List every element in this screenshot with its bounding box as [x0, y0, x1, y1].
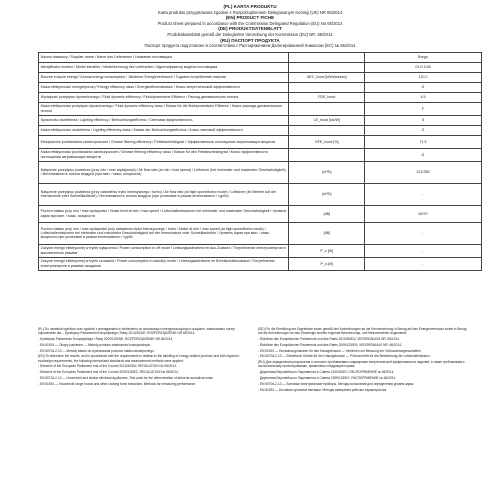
row-value: 71.5 — [365, 135, 481, 148]
row-symbol — [289, 148, 365, 161]
table-row — [39, 161, 482, 183]
row-symbol — [289, 82, 365, 92]
row-symbol: GFE_hood [%] — [289, 135, 365, 148]
note-paragraph: - Directive of the European Parliament and of the Council 2010/30/EU; REGULATION No 65/2014. — [38, 364, 177, 369]
table-row — [39, 183, 482, 205]
row-value: 221/355 — [365, 161, 481, 183]
row-description: Roczne zużycie energii / Annual energy consumption / Jährlicher Energieverbrauch / Годовое потребление энергии — [39, 72, 289, 82]
row-value: D — [365, 148, 481, 161]
row-description: Klasa efektywności pochłaniania zanieczyszczeń / Grease filtering efficiency class / Klasse für den Fettabscheidegrad / Класс эффективности поглощения загрязняющих веществ — [39, 148, 289, 161]
row-description: Efektywność pochłaniania zanieczyszczeń / Grease filtering efficiency / Fettabscheidegrad / Эффективность поглощения загрязняющих веществ — [39, 135, 289, 148]
row-value: - — [365, 257, 481, 270]
note-paragraph: - EN 61591 — Бытовые кухонные вытяжки. Методы измерения рабочих характеристик. — [258, 387, 387, 392]
row-description: Sprawność oświetlenia / Lighting efficiency / Beleuchtungseffizienz / Световая эффективность — [39, 115, 289, 125]
row-value: 4.5 — [365, 92, 481, 102]
row-value: 5 — [365, 115, 481, 125]
row-value: - — [365, 244, 481, 257]
row-description: Wydajność przepływu dynamicznego / Fluid dynamic efficiency / Fluiddynamische Effizienz / Расход динамического потока — [39, 92, 289, 102]
table-row — [39, 82, 482, 92]
row-value: 62/70 — [365, 205, 481, 222]
table-row — [39, 222, 482, 244]
row-value: 120.2 — [365, 72, 481, 82]
header-subtitle: Product sheet prepared in accordance with the Commission Delegated Regulation (EU) No 65/2014 — [157, 20, 343, 26]
row-symbol: [dB] — [289, 222, 365, 244]
row-value: Brego — [365, 52, 481, 62]
note-paragraph: (PL) Do ustalenia wyników oraz zgodnie z wymaganiami w odniesieniu do stosowanych energooszczędnych urządzeń, zastosowano normy odpowiednie dla: - Dyrektywy Parlamentu Europejskiego i Rady 2010/30/UE; ROZPORZĄDZENIE NR 65/2014. — [38, 327, 235, 336]
notes-left-column — [38, 327, 248, 393]
note-paragraph: - EN 60704-2-13 — Household and similar electrical appliances. Test code for the determination of airborne acoustical noise. — [38, 375, 214, 380]
note-paragraph: - Richtlinie des Europäischen Parlaments und des Rates 2010/30/EU; VERORDNUNG NR. 65/2014. — [258, 337, 400, 341]
header-subtitle: Produktdatenblatt gemäß der Delegierten Verordnung der Kommission (EU) NR. 65/2014 — [167, 31, 333, 37]
row-symbol: P_o [W] — [289, 244, 365, 257]
row-value: - — [365, 183, 481, 205]
note-paragraph: - Directive of the European Parliament and of the Council 2009/125/EC; REGULATION No 66/2014. — [38, 370, 179, 375]
fiche-header — [38, 4, 462, 49]
header-title: (EN) PRODUCT FICHE — [225, 15, 275, 21]
row-value: D — [365, 82, 481, 92]
row-symbol: FDE_hood — [289, 92, 365, 102]
row-description: Identyfikator modelu / Model identifier / Modellkennung des Lieferanten / Идентификатор модели поставщика — [39, 62, 289, 72]
row-symbol: [m³/h] — [289, 161, 365, 183]
note-paragraph: - EN 61591 — Dunstabzugshauben für den Hausgebrauch — Verfahren zur Messung der Gebrauchseigenschaften. — [258, 348, 422, 353]
row-value: G — [365, 125, 481, 135]
row-description: Zużycie energii elektrycznej w trybie wyłączenia / Power consumption in off mode / Leistungsaufnahme im Aus-Zustand / Потребление электроэнергии в выключенном режиме — [39, 244, 289, 257]
table-row — [39, 244, 482, 257]
fiche-table — [38, 52, 482, 271]
table-row — [39, 52, 482, 62]
row-symbol: [dB] — [289, 205, 365, 222]
row-description: Natężenie przepływu powietrza (przy ustawieniu trybu intensywnego / turbo) / Air flow rate (at high speed/turbo mode) / Luftstrom (im Betrieb auf der Intensivstufe oder Schnelllaufstufe) / Интенсивность потока воздуха (при установке в режим интенсивного / турбо) — [39, 183, 289, 205]
table-row — [39, 257, 482, 270]
note-paragraph: - EN 60704-2-13 — Elektrische Geräte für den Hausgebrauch — Prüfvorschrift für die Bestimmung der Luftschallemission. — [258, 354, 431, 359]
header-subtitle: Karta produktu przygotowana zgodnie z Rozporządzeniem Delegowanym Komisji (UE) NR 65/2014 — [157, 9, 343, 15]
row-description: Klasa efektywności oświetlenia / Lighting efficiency class / Klasse der Beleuchtungseffizienz / Класс световой эффективности — [39, 125, 289, 135]
note-paragraph: - Директива Европейского Парламента и Совета 2010/30/ЕС; РАСПОРЯЖЕНИЕ № 65/2014. — [258, 370, 395, 375]
row-value: F — [365, 102, 481, 115]
table-row — [39, 102, 482, 115]
row-symbol: AEC_hood [kWh/annum] — [289, 72, 365, 82]
standards-notes — [38, 327, 468, 393]
note-paragraph: - EN 61591 — Okapy kuchenne — Metody pomiaru właściwości funkcjonalnych. — [38, 342, 152, 347]
row-description: Zużycie energii elektrycznej w trybie czuwania / Power consumption in standby mode / Leistungsaufnahme im Bereitschaftszustand / Потребление электроэнергии в режиме ожидания — [39, 257, 289, 270]
note-paragraph: (DE) Für die Ermittlung der Ergebnisse sowie gemäß den Anforderungen an die Kennzeichnung in Bezug auf den Energieverbrauch sowie in Bezug auf die Anforderungen an das Ökodesign wurden folgende Berechnungs- und Messverfahren angewandt: — [258, 327, 467, 336]
row-symbol — [289, 52, 365, 62]
row-description: Nazwa dostawcy / Supplier name / Name des Lieferanten / Название поставщика — [39, 52, 289, 62]
row-value: - — [365, 222, 481, 244]
header-title: (RU) ПАСПОРТ ПРОДУКТА — [220, 37, 280, 43]
row-symbol: LE_hood [lux/W] — [289, 115, 365, 125]
row-description: Natężenie przepływu powietrza (przy min / max wydajności) / Air flow rate (at min / max speed) / Luftstrom (bei minimaler und maximaler Geschwindigkeit) / Интенсивность потока воздуха (при мин. / макс. мощности) — [39, 161, 289, 183]
header-title: (DE) PRODUKTDATENBLATT — [218, 26, 282, 32]
note-paragraph: - Richtlinie des Europäischen Parlaments und des Rates 2009/125/EG; VERORDNUNG NR. 66/2014. — [258, 342, 402, 347]
row-symbol — [289, 102, 365, 115]
note-paragraph: - EN 60704-2-13 — Metody badań do wyznaczania poziomu hałasu akustycznego. — [38, 348, 155, 353]
row-description: Klasa efektywności energetycznej / Energy efficiency class / Energieeffizienzklasse / Класс энергетической эффективности — [39, 82, 289, 92]
row-value: OLO 0.60 — [365, 62, 481, 72]
note-paragraph: (EN) To determine the results, and in accordance with the requirements in relation to the labelling of energy-related products and with regard to ecodesign requirements, the following harmonised standards and measurement methods were applied: — [38, 354, 240, 363]
table-row — [39, 62, 482, 72]
row-description: Poziom hałasu przy min / max wydajności przy ustawieniu trybu intensywnego / turbo / Noise at min / max speed (at high speed/turbo mode) / Luftschallemissionen bei minimaler und maximaler Geschwindigkeit auf der Intensivstufe oder Schnelllaufstufe / Уровень шума при мин. / макс. мощности при установке в режим интенсивного / турбо — [39, 222, 289, 244]
row-symbol: [m³/h] — [289, 183, 365, 205]
note-paragraph: - Dyrektywa Parlamentu Europejskiego i Rady 2009/125/WE; ROZPORZĄDZENIE NR 66/2014. — [38, 337, 174, 341]
table-row — [39, 205, 482, 222]
row-description: Poziom hałasu przy min / max wydajności / Noise level at min / max speed / Luftschallemissionen bei minimaler und maximaler Geschwindigkeit / Уровень шума при мин. / макс. мощности — [39, 205, 289, 222]
note-paragraph: - EN 61591 — Household range hoods and other cooking fume extractors. Methods for measuring performance. — [38, 381, 197, 386]
header-title: (PL) KARTA PRODUKTU — [223, 4, 277, 9]
header-subtitle: Паспорт продукта подготовлен в соответствии с Распоряжением Делегированной Комиссии (ЕС) № 65/2014 — [144, 43, 356, 49]
note-paragraph: - EN 60704-2-13 — Бытовые электрические приборы. Методы испытаний для определения уровня шума. — [258, 381, 415, 386]
table-row — [39, 148, 482, 161]
table-row — [39, 72, 482, 82]
row-description: Klasa efektywności przepływu dynamicznego / Fluid dynamic efficiency class / Klasse für die fluiddynamische Effizienz / Класс расхода динамического потока — [39, 102, 289, 115]
note-paragraph: - Директива Европейского Парламента и Совета 2009/125/ЕС; РАСПОРЯЖЕНИЕ № 66/2014. — [258, 375, 397, 380]
notes-right-column — [258, 327, 468, 393]
table-row — [39, 92, 482, 102]
row-symbol — [289, 62, 365, 72]
table-row — [39, 115, 482, 125]
row-symbol — [289, 125, 365, 135]
note-paragraph: (RU) Для определения результатов и согласно требованиям к маркировке энергетической эффективности изделий, а также требованиям к экологическому проектированию, применены следующие нормы: — [258, 360, 465, 369]
table-row — [39, 125, 482, 135]
table-row — [39, 135, 482, 148]
row-symbol: P_s [W] — [289, 257, 365, 270]
